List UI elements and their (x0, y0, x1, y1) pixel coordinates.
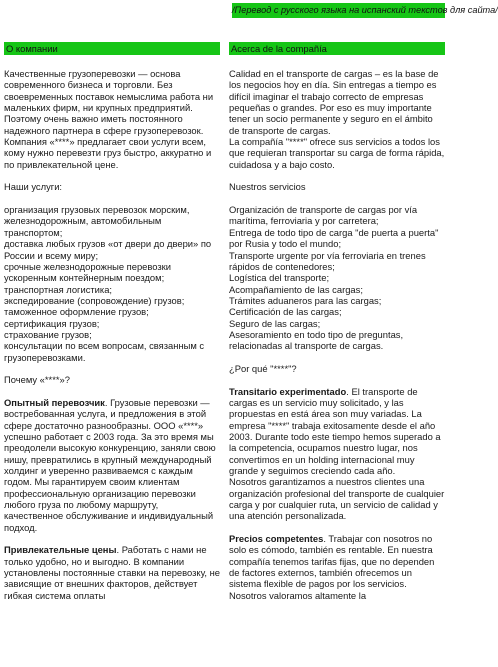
experienced-title: Transitario experimentado (229, 385, 347, 397)
prices-title: Precios competentes (229, 533, 324, 545)
prices-title: Привлекательные цены (4, 544, 117, 556)
service-item: Organización de transporte de cargas por vía marítima, ferroviaria y por carretera; (229, 204, 418, 227)
service-item: сертификация грузов; (4, 317, 100, 329)
service-item: Trámites aduaneros para las cargas; (229, 294, 382, 306)
services-list (229, 204, 445, 351)
prices-paragraph (4, 544, 220, 601)
service-item: Asesoramiento en todo tipo de preguntas, relacionadas al transporte de cargas. (229, 328, 404, 352)
services-list (4, 204, 220, 363)
russian-column (4, 42, 220, 601)
service-item: Acompañamiento de las cargas; (229, 283, 363, 295)
service-item: страхование грузов; (4, 328, 92, 340)
service-item: организация грузовых перевозок морским, железнодорожным, автомобильным транспортом; (4, 204, 190, 238)
section-heading-about: Acerca de la compañía (229, 42, 445, 55)
service-item: экспедирование (сопровождение) грузов; (4, 294, 185, 306)
spanish-column (229, 42, 445, 601)
services-title: Наши услуги: (4, 181, 63, 193)
translation-banner: /Перевод с русского языка на испанский текстов для сайта/ (232, 3, 445, 18)
intro-paragraph-2: La compañía "****" ofrece sus servicios a todos los que requieran transportar su carga de forma rápida, cuidadosa y a bajo costo. (229, 136, 445, 170)
prices-paragraph (229, 533, 445, 601)
service-item: Transporte urgente por vía ferroviaria en trenes rápidos de contenedores; (229, 249, 426, 272)
guarantee-paragraph: Nosotros garantizamos a nuestros clientes una organización profesional del transporte de cualquier carga y por cualquier ruta, un servicio de calidad y una atención personalizada. (229, 476, 445, 522)
why-heading: ¿Por qué "****"? (229, 362, 297, 374)
service-item: Seguro de las cargas; (229, 317, 321, 329)
prices-text: . Trabajar con nosotros no solo es cómodo, también es rentable. En nuestra compañía tenemos tarifas fijas, que no dependen de factores externos, también ofrecemos un sistema flexible de pagos por los servicios. Nosotros valoramos altamente la (229, 533, 435, 601)
service-item: таможенное оформление грузов; (4, 306, 149, 318)
experienced-text: . El transporte de cargas es un servicio muy solicitado, y las propuestas en está área son muy variadas. La empresa "****" trabaja exitosamente desde el año 2003. Durante todo este tiempo hemos superado a la competencia, ocupamos nuestro lugar, nos convertimos en un holding internacional muy grande y seguimos creciendo cada año. (229, 385, 441, 477)
experienced-paragraph (4, 397, 220, 533)
service-item: транспортная логистика; (4, 283, 113, 295)
service-item: Logística del transporte; (229, 272, 330, 284)
experienced-text: . Грузовые перевозки — востребованная услуга, и предложения в этой сфере достаточно разнообразны. ООО «****» успешно работает с 2003 года. За это время мы преодолели высокую конкуренцию, заняли свою нишу, превратились в крупный международный холдинг и уверенно развиваемся с каждым годом. Мы гарантируем своим клиентам профессиональную организацию перевозки любого груза по любому маршруту, качественное обслуживание и индивидуальный подход. (4, 396, 216, 533)
service-item: доставка любых грузов «от двери до двери» по России и всему миру; (4, 238, 212, 261)
why-heading: Почему «****»? (4, 374, 70, 386)
service-item: Entrega de todo tipo de carga "de puerta a puerta" por Rusia y todo el mundo; (229, 226, 439, 250)
experienced-paragraph (229, 386, 445, 477)
service-item: Certificación de las cargas; (229, 306, 342, 318)
intro-paragraph: Calidad en el transporte de cargas – es la base de los negocios hoy en día. Sin entregas a tiempo es difícil imaginar el trabajo correcto de empresas pequeñas o grandes. Por eso es muy importante tener un socio permanente y seguro en el ámbito de transporte de cargas. (229, 68, 439, 136)
experienced-title: Опытный перевозчик (4, 396, 105, 408)
service-item: срочные железнодорожные перевозки ускоренным контейнерным поездом; (4, 260, 172, 284)
section-heading-about: О компании (4, 42, 220, 55)
intro-paragraph: Качественные грузоперевозки — основа современного бизнеса и торговли. Без своевременных поставок немыслима работа ни маленьких фирм, ни крупных предприятий. Поэтому очень важно иметь постоянного надежного партнера в сфере грузоперевозок. Компания «****» предлагает свои услуги всем, кому нужно перевезти груз быстро, аккуратно и по привлекательной цене. (4, 68, 214, 170)
services-title: Nuestros servicios (229, 181, 306, 193)
service-item: консультации по всем вопросам, связанным с грузоперевозками. (4, 340, 205, 363)
prices-text: . Работать с нами не только удобно, но и выгодно. В компании установлены постоянные ставки на перевозку, не зависящие от внешних факторов, действует гибкая система оплаты (4, 544, 220, 601)
